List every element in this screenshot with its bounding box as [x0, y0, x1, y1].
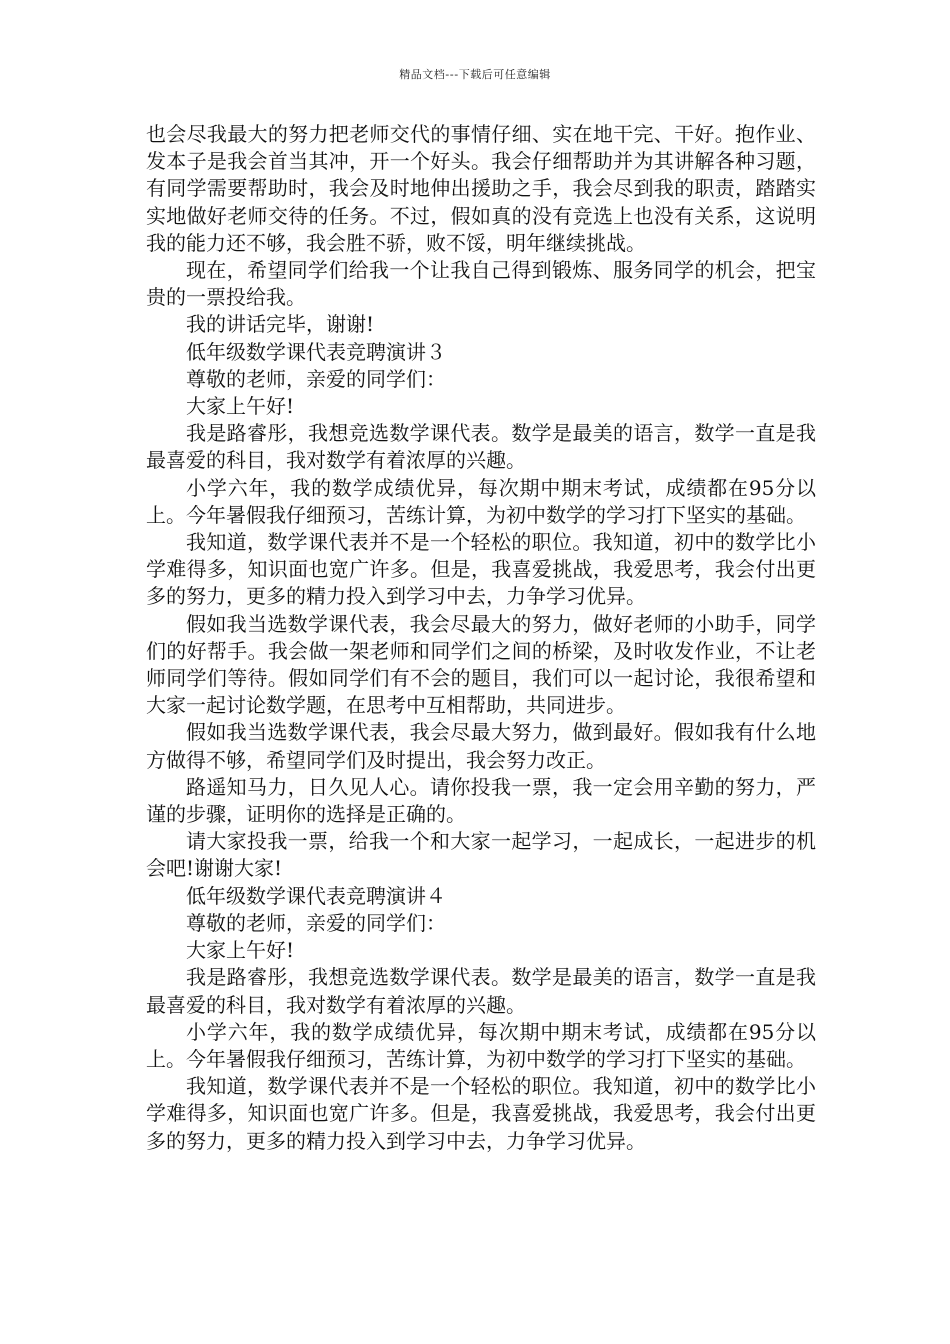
- paragraph: 我知道，数学课代表并不是一个轻松的职位。我知道，初中的数学比小学难得多，知识面也宽广许多。但是，我喜爱挑战，我爱思考，我会付出更多的努力，更多的精力投入到学习中去，力争学习优异。: [146, 530, 816, 609]
- document-body: [146, 121, 816, 1155]
- salutation: 尊敬的老师，亲爱的同学们：: [186, 366, 446, 391]
- paragraph: 小学六年，我的数学成绩优异，每次期中期末考试，成绩都在95分以上。今年暑假我仔细预习，苦练计算，为初中数学的学习打下坚实的基础。: [146, 475, 816, 527]
- section-title: 低年级数学课代表竞聘演讲４: [186, 883, 446, 908]
- paragraph: 假如我当选数学课代表，我会尽最大努力，做到最好。假如我有什么地方做得不够，希望同学们及时提出，我会努力改正。: [146, 720, 816, 772]
- paragraph: 路遥知马力，日久见人心。请你投我一票，我一定会用辛勤的努力，严谨的步骤，证明你的选择是正确的。: [146, 774, 816, 827]
- paragraph: 我知道，数学课代表并不是一个轻松的职位。我知道，初中的数学比小学难得多，知识面也宽广许多。但是，我喜爱挑战，我爱思考，我会付出更多的努力，更多的精力投入到学习中去，力争学习优异。: [146, 1074, 816, 1153]
- paragraph: 假如我当选数学课代表，我会尽最大的努力，做好老师的小助手，同学们的好帮手。我会做一架老师和同学们之间的桥梁，及时收发作业，不让老师同学们等待。假如同学们有不会的题目，我们可以一起讨论，我很希望和大家一起讨论数学题，在思考中互相帮助，共同进步。: [146, 611, 816, 718]
- salutation: 尊敬的老师，亲爱的同学们：: [186, 910, 446, 935]
- paragraph: 我是路睿彤，我想竞选数学课代表。数学是最美的语言，数学一直是我最喜爱的科目，我对数学有着浓厚的兴趣。: [146, 421, 816, 473]
- section-title: 低年级数学课代表竞聘演讲３: [186, 339, 446, 364]
- greeting: 大家上午好!: [186, 938, 295, 963]
- page-header: 精品文档---下载后可任意编辑: [399, 68, 551, 81]
- paragraph: 也会尽我最大的努力把老师交代的事情仔细、实在地干完、干好。抱作业、发本子是我会首当其冲，开一个好头。我会仔细帮助并为其讲解各种习题，有同学需要帮助时，我会及时地伸出援助之手，我会尽到我的职责，踏踏实实地做好老师交待的任务。不过，假如真的没有竞选上也没有关系，这说明我的能力还不够，我会胜不骄，败不馁，明年继续挑战。: [146, 122, 816, 255]
- paragraph: 请大家投我一票，给我一个和大家一起学习，一起成长，一起进步的机会吧!谢谢大家!: [146, 829, 816, 881]
- greeting: 大家上午好!: [186, 394, 295, 419]
- paragraph: 现在，希望同学们给我一个让我自己得到锻炼、服务同学的机会，把宝贵的一票投给我。: [146, 258, 816, 310]
- paragraph: 我的讲话完毕，谢谢!: [186, 312, 375, 337]
- paragraph: 小学六年，我的数学成绩优异，每次期中期末考试，成绩都在95分以上。今年暑假我仔细预习，苦练计算，为初中数学的学习打下坚实的基础。: [146, 1019, 816, 1071]
- paragraph: 我是路睿彤，我想竞选数学课代表。数学是最美的语言，数学一直是我最喜爱的科目，我对数学有着浓厚的兴趣。: [146, 965, 816, 1017]
